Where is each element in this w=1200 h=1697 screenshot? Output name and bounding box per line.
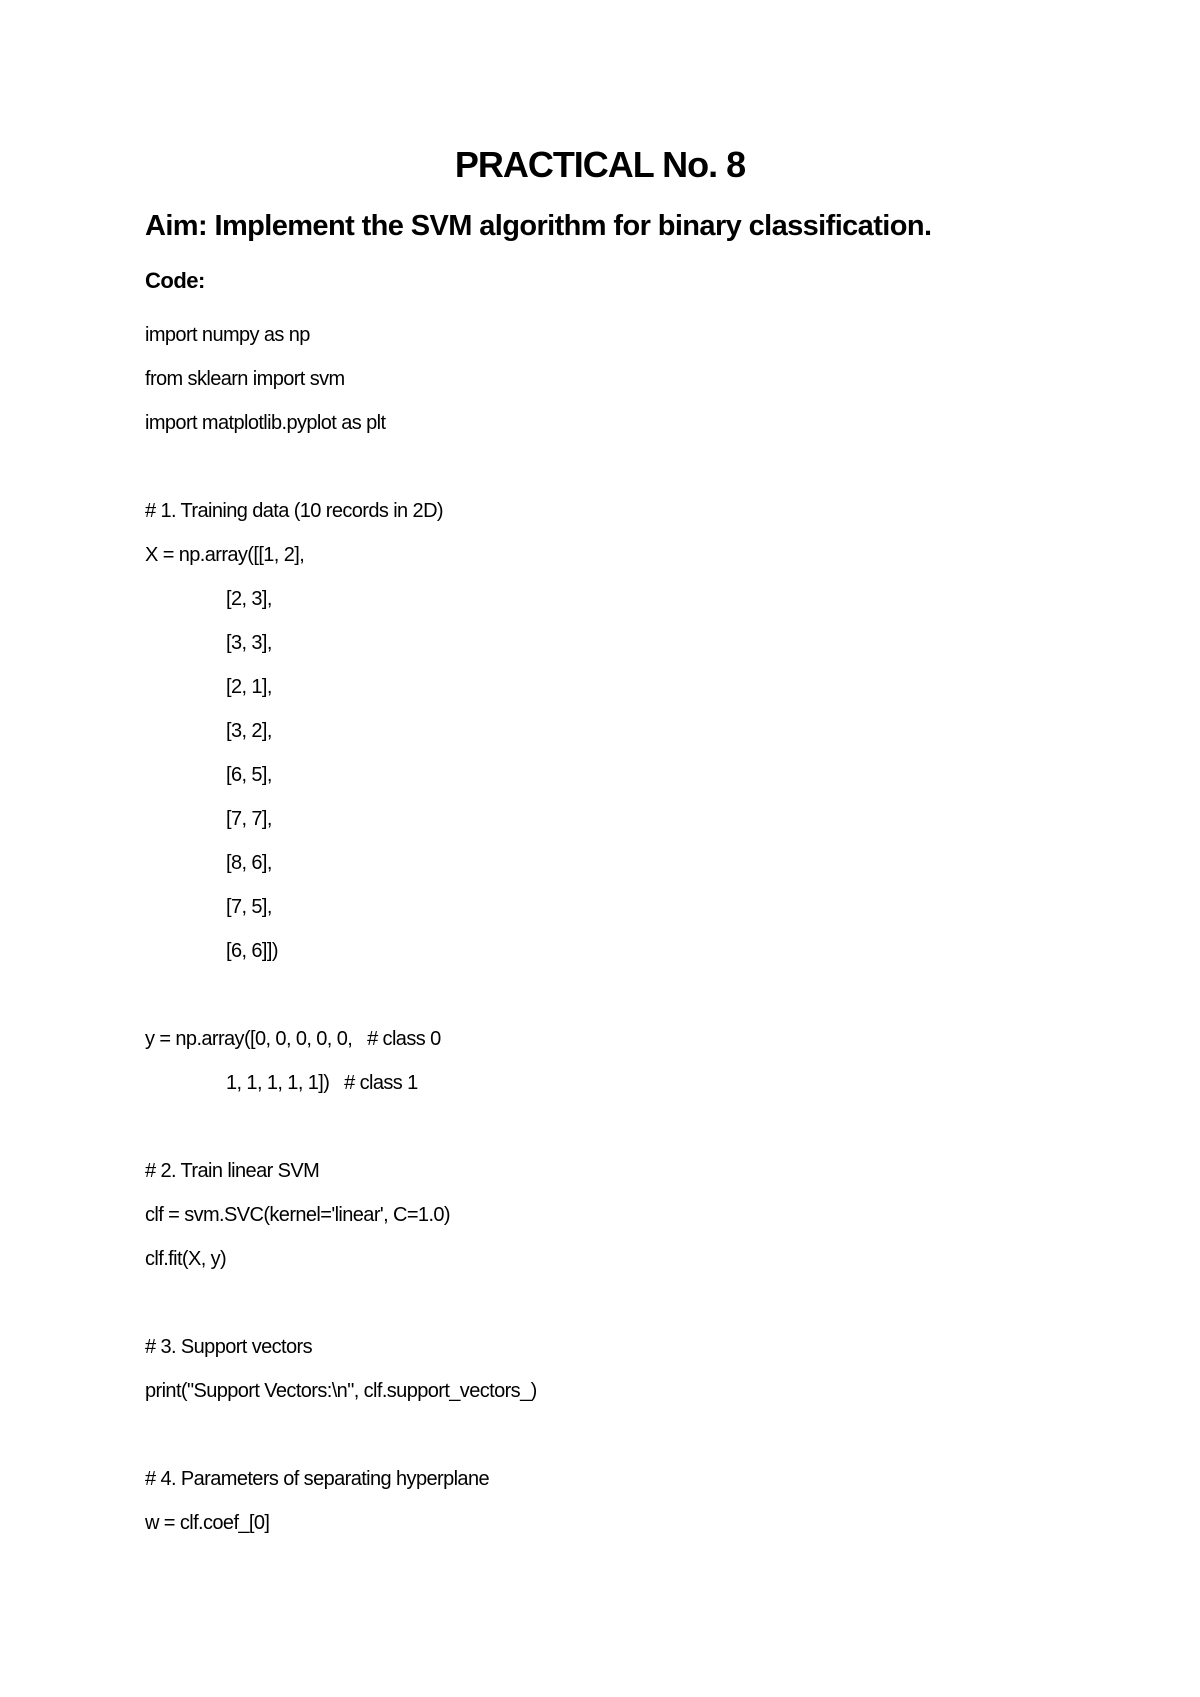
code-comment: # 4. Parameters of separating hyperplane [145,1468,489,1490]
code-line: X = np.array([[1, 2], [145,544,305,566]
code-line: clf.fit(X, y) [145,1248,227,1270]
code-line: [8, 6], [226,852,272,874]
code-comment: # 2. Train linear SVM [145,1160,320,1182]
code-block [145,313,1105,1545]
aim-heading: Aim: Implement the SVM algorithm for binary classification. [145,210,932,242]
code-line: [6, 6]]) [226,940,278,962]
code-line: [6, 5], [226,764,272,786]
code-line: [7, 5], [226,896,272,918]
blank-line [145,973,1105,1017]
page-title: PRACTICAL No. 8 [454,144,746,185]
code-line: y = np.array([0, 0, 0, 0, 0, # class 0 [145,1028,441,1050]
code-line: [3, 3], [226,632,272,654]
code-line: print("Support Vectors:\n", clf.support_vectors_) [145,1380,537,1402]
blank-line [145,445,1105,489]
code-line: [3, 2], [226,720,272,742]
code-line: w = clf.coef_[0] [145,1512,270,1534]
blank-line [145,1105,1105,1149]
code-line: [2, 1], [226,676,272,698]
code-line: import numpy as np [145,324,310,346]
code-line: import matplotlib.pyplot as plt [145,412,386,434]
code-line: [7, 7], [226,808,272,830]
blank-line [145,1413,1105,1457]
blank-line [145,1281,1105,1325]
code-label: Code: [145,268,205,293]
code-line: from sklearn import svm [145,368,345,390]
code-comment: # 1. Training data (10 records in 2D) [145,500,443,522]
code-line: clf = svm.SVC(kernel='linear', C=1.0) [145,1204,450,1226]
code-line: [2, 3], [226,588,272,610]
code-comment: # 3. Support vectors [145,1336,312,1358]
code-line: 1, 1, 1, 1, 1]) # class 1 [226,1072,418,1094]
